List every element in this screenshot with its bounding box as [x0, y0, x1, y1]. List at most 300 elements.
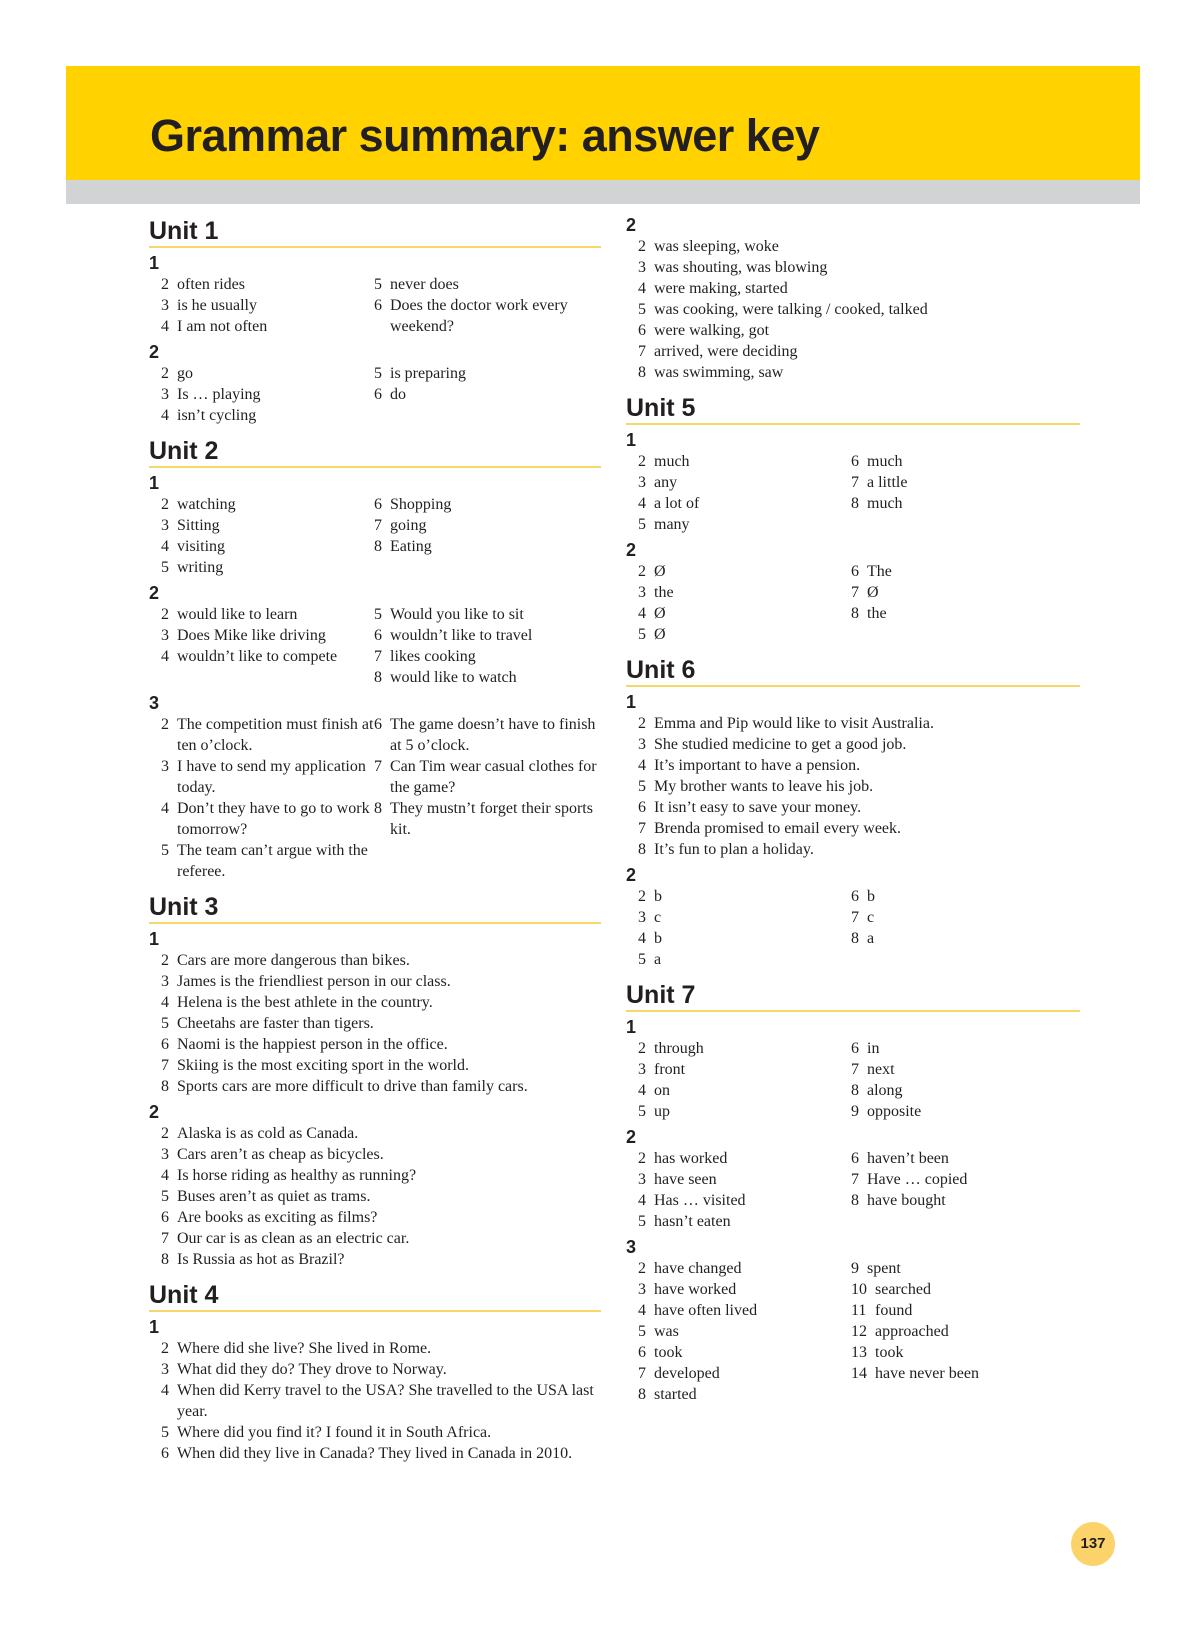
exercise-number: 2: [149, 342, 160, 362]
answer-text: have changed: [654, 1260, 742, 1277]
answer-text: Emma and Pip would like to visit Australia.: [654, 715, 934, 732]
answer-number: 8: [851, 1082, 859, 1099]
answer-item: [851, 1258, 1080, 1279]
answer-item: [638, 797, 1080, 818]
answer-text: have often lived: [654, 1302, 758, 1319]
answer-number: 3: [161, 1361, 169, 1378]
answer-number: 3: [161, 1146, 169, 1163]
exercise-number: 2: [626, 865, 637, 885]
answer-grid: [161, 494, 601, 578]
answer-list: [161, 1123, 601, 1270]
answer-number: 3: [161, 386, 169, 403]
answer-item: [161, 1165, 601, 1186]
exercise-number: 1: [626, 692, 637, 712]
answer-number: 2: [161, 365, 169, 382]
answer-text: Naomi is the happiest person in the office.: [177, 1036, 448, 1053]
answer-text: started: [654, 1386, 697, 1403]
answer-number: 14: [851, 1365, 867, 1382]
answer-text: were walking, got: [654, 322, 770, 339]
answer-number: 6: [374, 496, 382, 513]
answer-item: [638, 1300, 851, 1321]
answer-text: isn’t cycling: [177, 407, 257, 424]
answer-text: go: [177, 365, 193, 382]
answer-item: [638, 1342, 851, 1363]
answer-item: [638, 755, 1080, 776]
answer-item: [161, 1034, 601, 1055]
answer-number: 2: [161, 1340, 169, 1357]
answer-number: 8: [851, 930, 859, 947]
answer-item: [851, 1363, 1080, 1384]
answer-text: Skiing is the most exciting sport in the world.: [177, 1057, 469, 1074]
answer-item: [161, 1228, 601, 1249]
answer-item: [374, 295, 601, 337]
answer-text: Eating: [390, 538, 432, 555]
unit-section: [626, 978, 1080, 1405]
answer-text: a: [654, 951, 662, 968]
answer-item: [161, 950, 601, 971]
answer-number: 5: [161, 842, 169, 859]
answer-number: 3: [161, 758, 169, 775]
exercise-number: 2: [149, 583, 160, 603]
answer-text: much: [867, 495, 903, 512]
answer-text: front: [654, 1061, 686, 1078]
answer-number: 4: [161, 1167, 169, 1184]
exercise-number: 3: [626, 1237, 637, 1257]
answer-column: [638, 561, 851, 645]
answer-number: 4: [161, 648, 169, 665]
answer-text: It isn’t easy to save your money.: [654, 799, 862, 816]
answer-number: 2: [161, 1125, 169, 1142]
exercise-number: 2: [626, 540, 637, 560]
answer-number: 6: [161, 1036, 169, 1053]
answer-number: 8: [851, 1192, 859, 1209]
answer-text: a: [867, 930, 875, 947]
answer-column: [638, 1038, 851, 1122]
answer-number: 6: [851, 888, 859, 905]
answer-text: through: [654, 1040, 704, 1057]
answer-number: 4: [638, 757, 646, 774]
answer-text: When did Kerry travel to the USA? She travelled to the USA last year.: [177, 1382, 594, 1420]
answer-text: wouldn’t like to travel: [390, 627, 533, 644]
answer-item: [161, 515, 374, 536]
answer-number: 3: [638, 736, 646, 753]
answer-column: [851, 1258, 1080, 1405]
answer-item: [638, 236, 1080, 257]
answer-item: [851, 1038, 1080, 1059]
answer-text: Ø: [654, 605, 666, 622]
answer-item: [851, 582, 1080, 603]
answer-item: [638, 278, 1080, 299]
answer-text: going: [390, 517, 427, 534]
answer-item: [374, 667, 601, 688]
unit-section: [626, 653, 1080, 970]
answer-item: [638, 299, 1080, 320]
answer-item: [374, 798, 601, 840]
answer-item: [638, 257, 1080, 278]
answer-grid: [638, 886, 1080, 970]
answer-item: [638, 1148, 851, 1169]
answer-text: searched: [875, 1281, 931, 1298]
answer-text: in: [867, 1040, 880, 1057]
answer-number: 2: [638, 1150, 646, 1167]
answer-text: was cooking, were talking / cooked, talked: [654, 301, 928, 318]
answer-number: 5: [638, 1103, 646, 1120]
answer-item: [851, 1080, 1080, 1101]
answer-text: hasn’t eaten: [654, 1213, 731, 1230]
answer-text: is preparing: [390, 365, 466, 382]
answer-item: [161, 494, 374, 515]
answer-number: 2: [638, 453, 646, 470]
answer-text: Helena is the best athlete in the country.: [177, 994, 433, 1011]
answer-number: 4: [161, 407, 169, 424]
answer-column: [374, 274, 601, 337]
unit-heading: Unit 4: [149, 1278, 601, 1312]
unit-section: [626, 391, 1080, 645]
answer-text: was swimming, saw: [654, 364, 784, 381]
answer-number: 7: [638, 820, 646, 837]
answer-item: [638, 320, 1080, 341]
exercise-number: 2: [626, 215, 637, 235]
answer-number: 2: [161, 606, 169, 623]
answer-number: 9: [851, 1103, 859, 1120]
answer-item: [851, 472, 1080, 493]
answer-item: [374, 714, 601, 756]
answer-item: [638, 839, 1080, 860]
answer-item: [374, 494, 601, 515]
answer-text: Would you like to sit: [390, 606, 524, 623]
answer-item: [161, 1422, 601, 1443]
answer-text: has worked: [654, 1150, 728, 1167]
answer-number: 5: [161, 1188, 169, 1205]
answer-number: 4: [161, 994, 169, 1011]
answer-number: 7: [851, 1171, 859, 1188]
answer-text: Does Mike like driving: [177, 627, 326, 644]
answer-number: 7: [374, 517, 382, 534]
answer-text: My brother wants to leave his job.: [654, 778, 874, 795]
answer-text: found: [875, 1302, 913, 1319]
answer-column: [374, 363, 601, 426]
answer-item: [638, 561, 851, 582]
answer-number: 7: [374, 648, 382, 665]
answer-text: Can Tim wear casual clothes for the game?: [390, 758, 597, 796]
answer-text: any: [654, 474, 678, 491]
answer-item: [851, 451, 1080, 472]
answer-number: 4: [161, 538, 169, 555]
answer-number: 5: [638, 1213, 646, 1230]
answer-text: would like to learn: [177, 606, 298, 623]
unit-heading: Unit 5: [626, 391, 1080, 425]
answer-number: 6: [638, 799, 646, 816]
exercise-number: 3: [149, 693, 160, 713]
answer-item: [161, 1207, 601, 1228]
answer-number: 2: [161, 716, 169, 733]
answer-number: 8: [374, 669, 382, 686]
answer-number: 12: [851, 1323, 867, 1340]
answer-item: [161, 1249, 601, 1270]
answer-item: [638, 734, 1080, 755]
answer-number: 6: [161, 1209, 169, 1226]
answer-number: 3: [638, 1061, 646, 1078]
answer-text: The game doesn’t have to finish at 5 o’clock.: [390, 716, 596, 754]
answer-item: [161, 1186, 601, 1207]
answer-number: 8: [161, 1251, 169, 1268]
answer-item: [851, 1101, 1080, 1122]
answer-item: [638, 949, 851, 970]
answer-text: much: [867, 453, 903, 470]
answer-text: likes cooking: [390, 648, 476, 665]
answer-column: [161, 363, 374, 426]
answer-text: James is the friendliest person in our class.: [177, 973, 451, 990]
answer-text: was shouting, was blowing: [654, 259, 828, 276]
answer-item: [638, 362, 1080, 383]
answer-number: 6: [374, 627, 382, 644]
answer-text: writing: [177, 559, 224, 576]
answer-item: [851, 907, 1080, 928]
answer-text: next: [867, 1061, 895, 1078]
exercise-number: 1: [149, 929, 160, 949]
answer-text: visiting: [177, 538, 226, 555]
answer-item: [161, 536, 374, 557]
answer-item: [638, 713, 1080, 734]
answer-number: 6: [161, 1445, 169, 1462]
unit-section: [149, 890, 601, 1270]
unit-section: [149, 1278, 601, 1464]
answer-list: [638, 236, 1080, 383]
answer-text: The team can’t argue with the referee.: [177, 842, 368, 880]
answer-item: [161, 274, 374, 295]
answer-number: 2: [638, 715, 646, 732]
answer-text: the: [867, 605, 887, 622]
answer-number: 5: [374, 365, 382, 382]
answer-text: many: [654, 516, 690, 533]
answer-column: [161, 494, 374, 578]
answer-text: along: [867, 1082, 903, 1099]
answer-text: Shopping: [390, 496, 452, 513]
answer-text: Alaska is as cold as Canada.: [177, 1125, 359, 1142]
answer-text: opposite: [867, 1103, 922, 1120]
answer-number: 2: [161, 952, 169, 969]
answer-text: wouldn’t like to compete: [177, 648, 338, 665]
answer-item: [638, 472, 851, 493]
answer-item: [374, 646, 601, 667]
answer-column: [374, 494, 601, 578]
answer-column: [851, 1038, 1080, 1122]
answer-number: 5: [161, 559, 169, 576]
answer-item: [161, 1076, 601, 1097]
answer-text: Is Russia as hot as Brazil?: [177, 1251, 345, 1268]
answer-number: 4: [638, 280, 646, 297]
answer-text: a lot of: [654, 495, 700, 512]
answer-item: [374, 625, 601, 646]
answer-item: [161, 625, 374, 646]
answer-number: 3: [638, 259, 646, 276]
answer-text: developed: [654, 1365, 720, 1382]
answer-item: [638, 907, 851, 928]
answer-item: [638, 341, 1080, 362]
answer-number: 7: [638, 343, 646, 360]
unit-heading: Unit 2: [149, 434, 601, 468]
answer-item: [161, 714, 374, 756]
exercise-number: 2: [149, 1102, 160, 1122]
answer-item: [851, 493, 1080, 514]
answer-number: 2: [638, 1040, 646, 1057]
answer-text: c: [654, 909, 662, 926]
exercise-number: 1: [626, 1017, 637, 1037]
answer-text: Cars are more dangerous than bikes.: [177, 952, 410, 969]
answer-item: [638, 1101, 851, 1122]
answer-item: [374, 515, 601, 536]
answer-item: [851, 603, 1080, 624]
answer-text: b: [867, 888, 875, 905]
answer-text: Is horse riding as healthy as running?: [177, 1167, 417, 1184]
answer-text: Is … playing: [177, 386, 261, 403]
answer-number: 8: [638, 1386, 646, 1403]
answer-item: [638, 1279, 851, 1300]
answer-number: 4: [161, 318, 169, 335]
answer-number: 4: [638, 1082, 646, 1099]
answer-number: 2: [638, 563, 646, 580]
answer-grid: [161, 714, 601, 882]
answer-list: [161, 950, 601, 1097]
unit-heading: Unit 3: [149, 890, 601, 924]
answer-item: [638, 1258, 851, 1279]
answer-item: [374, 604, 601, 625]
answer-number: 3: [638, 909, 646, 926]
answer-column: [161, 274, 374, 337]
answer-item: [161, 405, 374, 426]
answer-item: [638, 1169, 851, 1190]
answer-item: [161, 316, 374, 337]
answer-number: 5: [638, 1323, 646, 1340]
answer-text: Sitting: [177, 517, 220, 534]
answer-text: Ø: [654, 626, 666, 643]
answer-grid: [638, 451, 1080, 535]
answer-text: b: [654, 930, 662, 947]
answer-text: Ø: [654, 563, 666, 580]
answer-number: 8: [851, 495, 859, 512]
answer-item: [161, 1013, 601, 1034]
answer-number: 3: [638, 1281, 646, 1298]
answer-text: have seen: [654, 1171, 717, 1188]
right-column: [626, 214, 1080, 1413]
answer-column: [851, 1148, 1080, 1232]
answer-item: [851, 1059, 1080, 1080]
answer-text: Ø: [867, 584, 879, 601]
answer-text: Don’t they have to go to work tomorrow?: [177, 800, 370, 838]
answer-number: 5: [161, 1424, 169, 1441]
answer-text: She studied medicine to get a good job.: [654, 736, 907, 753]
answer-text: much: [654, 453, 690, 470]
answer-text: have bought: [867, 1192, 946, 1209]
answer-number: 13: [851, 1344, 867, 1361]
answer-number: 3: [638, 474, 646, 491]
answer-grid: [638, 1258, 1080, 1405]
answer-item: [851, 1190, 1080, 1211]
answer-number: 4: [161, 800, 169, 817]
answer-number: 2: [638, 888, 646, 905]
answer-column: [851, 561, 1080, 645]
answer-number: 5: [638, 516, 646, 533]
answer-item: [374, 756, 601, 798]
answer-item: [161, 971, 601, 992]
exercise-number: 1: [149, 473, 160, 493]
exercise-number: 1: [149, 1317, 160, 1337]
answer-number: 7: [638, 1365, 646, 1382]
answer-item: [161, 840, 374, 882]
answer-item: [638, 624, 851, 645]
answer-item: [374, 274, 601, 295]
answer-item: [851, 1148, 1080, 1169]
answer-number: 5: [638, 626, 646, 643]
answer-number: 2: [161, 276, 169, 293]
answer-text: Cars aren’t as cheap as bicycles.: [177, 1146, 384, 1163]
answer-number: 4: [638, 1192, 646, 1209]
answer-item: [638, 1321, 851, 1342]
unit-section: [149, 214, 601, 426]
answer-item: [638, 1059, 851, 1080]
answer-item: [638, 451, 851, 472]
answer-text: Where did you find it? I found it in South Africa.: [177, 1424, 492, 1441]
answer-number: 3: [161, 627, 169, 644]
answer-number: 6: [374, 386, 382, 403]
answer-text: approached: [875, 1323, 949, 1340]
answer-item: [161, 363, 374, 384]
answer-item: [851, 561, 1080, 582]
answer-item: [851, 1279, 1080, 1300]
answer-column: [851, 451, 1080, 535]
answer-text: Does the doctor work every weekend?: [390, 297, 568, 335]
answer-item: [638, 514, 851, 535]
answer-item: [638, 1363, 851, 1384]
answer-number: 6: [851, 453, 859, 470]
answer-item: [161, 1443, 601, 1464]
answer-number: 3: [161, 297, 169, 314]
answer-item: [638, 1384, 851, 1405]
answer-text: do: [390, 386, 406, 403]
answer-item: [851, 1300, 1080, 1321]
answer-text: up: [654, 1103, 670, 1120]
answer-column: [374, 714, 601, 882]
page-title: Grammar summary: answer key: [150, 110, 820, 161]
answer-text: Brenda promised to email every week.: [654, 820, 902, 837]
answer-item: [638, 582, 851, 603]
answer-item: [851, 1342, 1080, 1363]
answer-text: They mustn’t forget their sports kit.: [390, 800, 593, 838]
answer-text: Have … copied: [867, 1171, 968, 1188]
answer-grid: [638, 1038, 1080, 1122]
answer-item: [374, 363, 601, 384]
exercise-number: 1: [626, 430, 637, 450]
answer-number: 4: [638, 605, 646, 622]
answer-text: were making, started: [654, 280, 788, 297]
answer-number: 9: [851, 1260, 859, 1277]
left-column: [149, 214, 601, 1472]
answer-item: [638, 1211, 851, 1232]
answer-number: 6: [638, 1344, 646, 1361]
answer-text: would like to watch: [390, 669, 517, 686]
answer-text: I have to send my application today.: [177, 758, 366, 796]
answer-item: [638, 1190, 851, 1211]
answer-column: [638, 451, 851, 535]
answer-text: Are books as exciting as films?: [177, 1209, 378, 1226]
answer-item: [161, 646, 374, 667]
answer-list: [161, 1338, 601, 1464]
answer-number: 7: [161, 1230, 169, 1247]
answer-number: 5: [161, 1015, 169, 1032]
answer-number: 5: [374, 606, 382, 623]
answer-number: 5: [638, 778, 646, 795]
answer-number: 6: [638, 322, 646, 339]
